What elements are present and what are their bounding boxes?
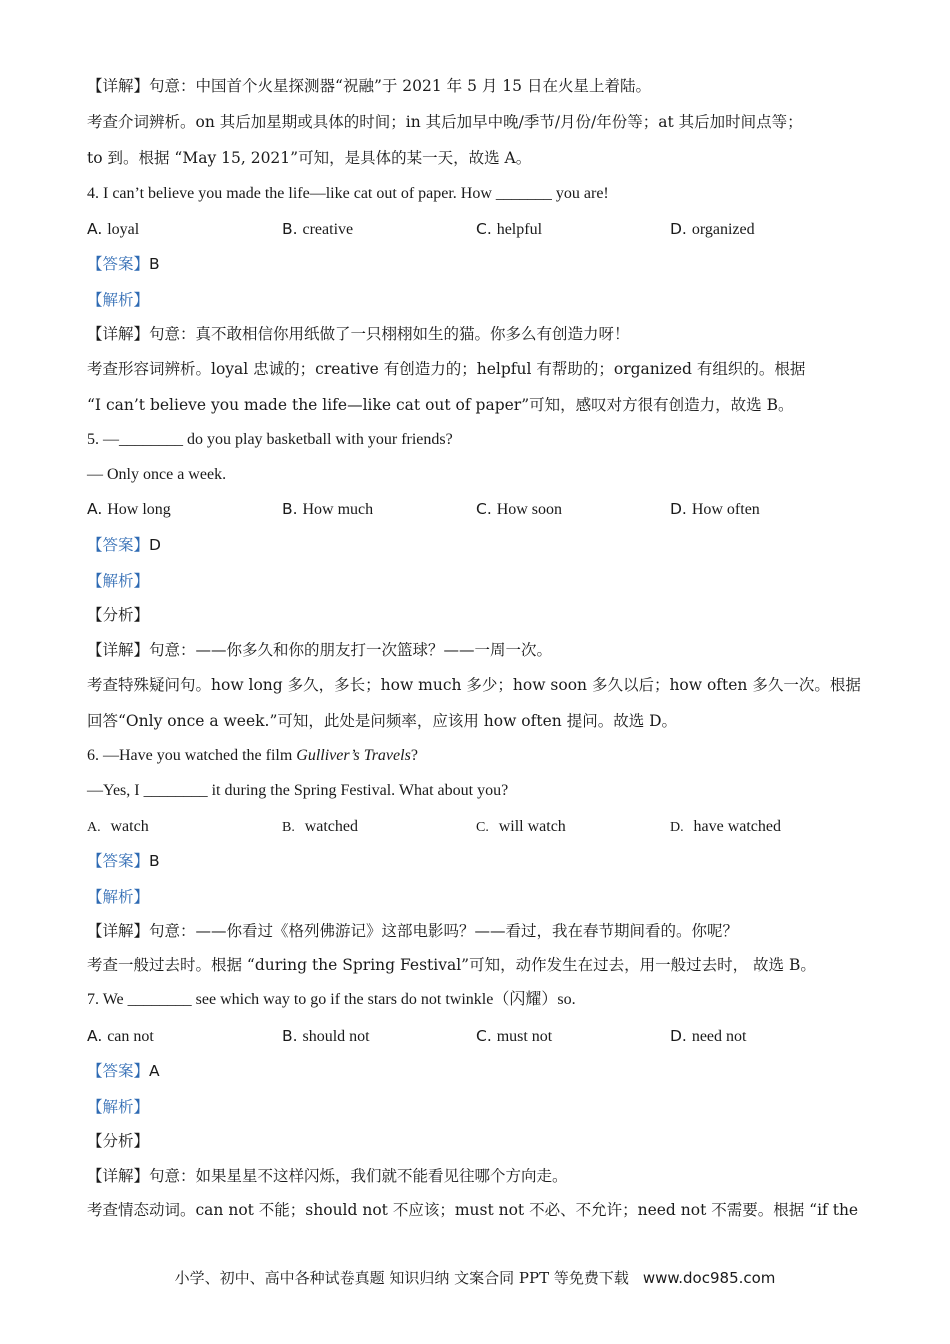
detail-tag: 【详解】 [87, 922, 150, 940]
option-b: B. creative [282, 220, 354, 238]
detail-line [87, 75, 867, 97]
detail-text: 句意：如果星星不这样闪烁，我们就不能看见往哪个方向走。 [149, 1167, 568, 1185]
film-title: Gulliver’s Travels [296, 747, 411, 764]
answer-line [87, 850, 867, 872]
question-6-stem: 6. —Have you watched the film Gulliver’s Travels? [87, 747, 418, 764]
option-c: C. will watch [476, 818, 566, 835]
answer-value: B [149, 255, 160, 273]
option-b: B. How much [282, 500, 374, 518]
fenxi-tag: 【分析】 [87, 606, 150, 624]
option-d: D. need not [670, 1027, 747, 1045]
option-b: B. should not [282, 1027, 370, 1045]
explain-line: 考查情态动词。can not 不能；should not 不应该；must not 不必、不允许；need not 不需要。根据 “if the [87, 1201, 859, 1219]
option-a: A. watch [87, 818, 149, 835]
answer-tag: 【答案】 [87, 852, 150, 870]
detail-line [87, 920, 867, 942]
answer-line [87, 1060, 867, 1082]
question-5-stem: 5. —________ do you play basketball with your friends? [87, 431, 453, 448]
answer-tag: 【答案】 [87, 1062, 150, 1080]
answer-value: A [149, 1062, 160, 1080]
answer-tag: 【答案】 [87, 536, 150, 554]
detail-tag: 【详解】 [87, 325, 150, 343]
option-c: C. helpful [476, 220, 543, 238]
page-footer [0, 1267, 950, 1289]
answer-line [87, 534, 867, 556]
option-a: A. How long [87, 500, 171, 518]
detail-tag: 【详解】 [87, 641, 150, 659]
option-d: D. How often [670, 500, 760, 518]
analysis-tag: 【解析】 [87, 572, 150, 590]
detail-line [87, 1165, 867, 1187]
explain-line: 考查特殊疑问句。how long 多久，多长；how much 多少；how soon 多久以后；how often 多久一次。根据 [87, 676, 861, 694]
explain-line: 考查一般过去时。根据 “during the Spring Festival”可知，动作发生在过去，用一般过去时， 故选 B。 [87, 956, 816, 974]
question-5-reply: — Only once a week. [87, 466, 227, 483]
footer-url[interactable]: www.doc985.com [642, 1269, 776, 1287]
question-7-stem: 7. We ________ see which way to go if the stars do not twinkle（闪耀）so. [87, 991, 576, 1008]
answer-tag: 【答案】 [87, 255, 150, 273]
answer-value: B [149, 852, 160, 870]
explain-line: 考查形容词辨析。loyal 忠诚的；creative 有创造力的；helpful 有帮助的；organized 有组织的。根据 [87, 360, 806, 378]
detail-line [87, 323, 867, 345]
option-c: C. must not [476, 1027, 553, 1045]
question-6-reply: —Yes, I ________ it during the Spring Festival. What about you? [87, 782, 509, 799]
fenxi-tag: 【分析】 [87, 1132, 150, 1150]
explain-line: 考查介词辨析。on 其后加星期或具体的时间；in 其后加早中晚/季节/月份/年份等；at 其后加时间点等； [87, 113, 803, 131]
detail-text: 句意：——你多久和你的朋友打一次篮球？——一周一次。 [149, 641, 553, 659]
footer-text: 小学、初中、高中各种试卷真题 知识归纳 文案合同 PPT 等免费下载 [174, 1269, 629, 1287]
question-5-options [87, 498, 867, 520]
explain-line: 回答“Only once a week.”可知，此处是问频率，应该用 how often 提问。故选 D。 [87, 712, 678, 730]
detail-text: 句意：中国首个火星探测器“祝融”于 2021 年 5 月 15 日在火星上着陆。 [149, 77, 651, 95]
detail-line [87, 639, 867, 661]
option-d: D. organized [670, 220, 755, 238]
option-b: B. watched [282, 818, 359, 835]
option-a: A. loyal [87, 220, 140, 238]
answer-value: D [149, 536, 161, 554]
detail-tag: 【详解】 [87, 1167, 150, 1185]
option-a: A. can not [87, 1027, 154, 1045]
detail-text: 句意：——你看过《格列佛游记》这部电影吗？——看过，我在春节期间看的。你呢？ [149, 922, 739, 940]
question-6-options [87, 815, 867, 837]
option-d: D. have watched [670, 818, 781, 835]
option-c: C. How soon [476, 500, 563, 518]
detail-tag: 【详解】 [87, 77, 150, 95]
explain-line: “I can’t believe you made the life—like cat out of paper”可知，感叹对方很有创造力，故选 B。 [87, 396, 794, 414]
analysis-tag: 【解析】 [87, 888, 150, 906]
analysis-tag: 【解析】 [87, 291, 150, 309]
question-7-options [87, 1025, 867, 1047]
answer-line [87, 253, 867, 275]
question-4-options [87, 218, 867, 240]
analysis-tag: 【解析】 [87, 1098, 150, 1116]
question-4-stem: 4. I can’t believe you made the life—like cat out of paper. How _______ you are! [87, 185, 609, 202]
detail-text: 句意：真不敢相信你用纸做了一只栩栩如生的猫。你多么有创造力呀！ [149, 325, 630, 343]
explain-line: to 到。根据 “May 15, 2021”可知，是具体的某一天，故选 A。 [87, 149, 532, 167]
